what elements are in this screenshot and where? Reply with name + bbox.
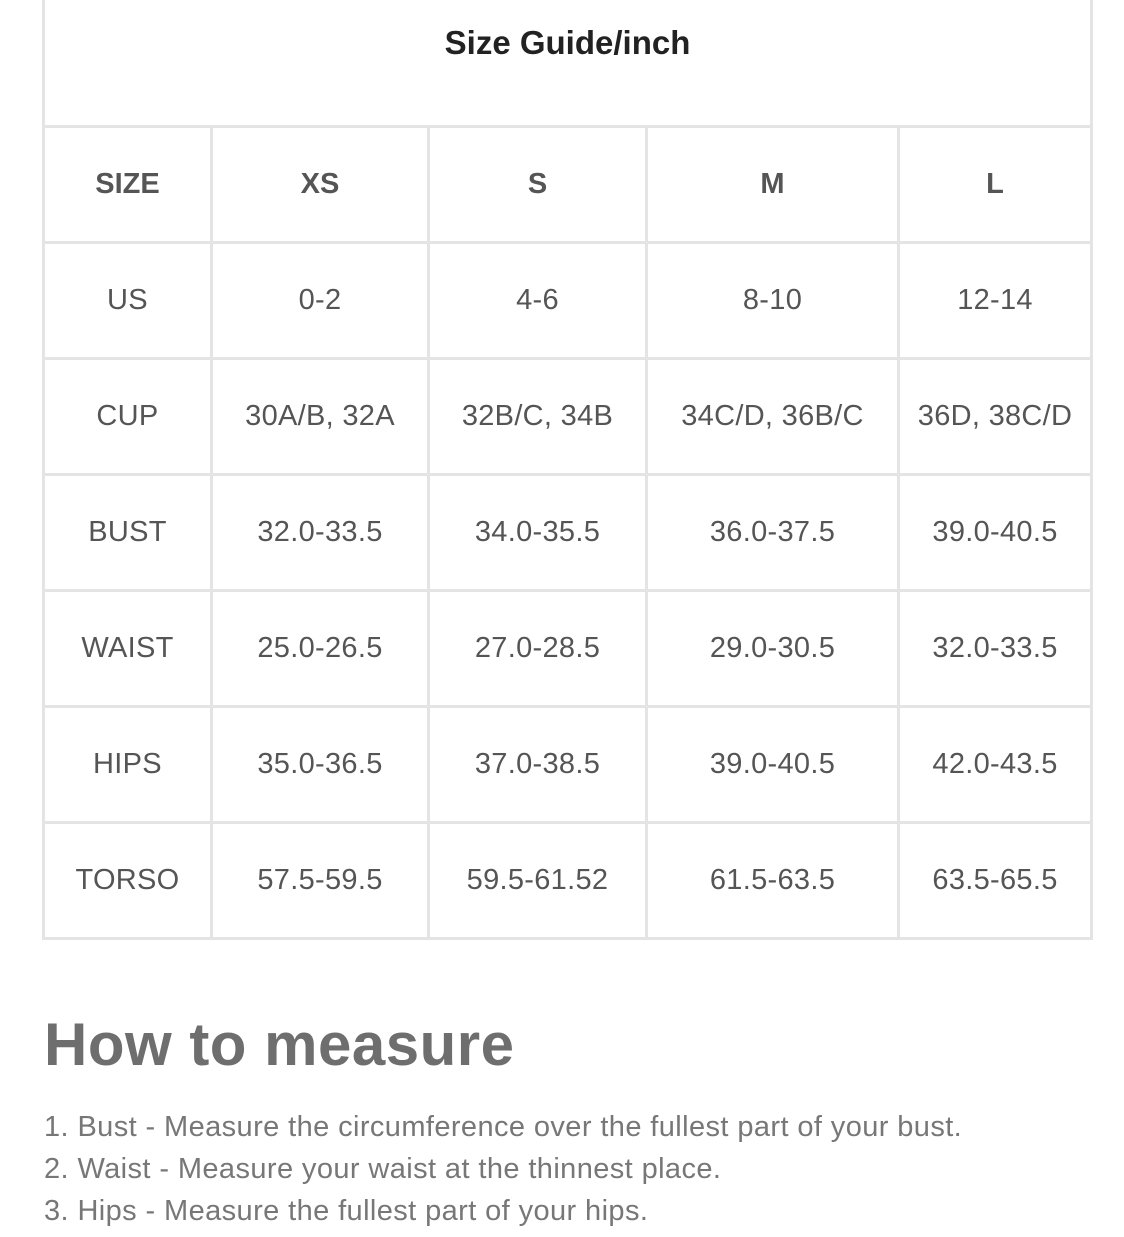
how-to-measure-heading: How to measure <box>44 1011 515 1078</box>
table-row-bust <box>44 475 1092 591</box>
cell-bust-m: 36.0-37.5 <box>647 475 899 591</box>
table-row-hips <box>44 707 1092 823</box>
table-row-us <box>44 243 1092 359</box>
measure-steps-list <box>44 1106 962 1232</box>
size-guide-table <box>42 0 1093 940</box>
row-label-torso: TORSO <box>44 823 212 939</box>
table-row-waist <box>44 591 1092 707</box>
cell-hips-m: 39.0-40.5 <box>647 707 899 823</box>
size-guide-title-cell <box>44 0 1092 127</box>
column-header-size: SIZE <box>44 127 212 243</box>
cell-waist-m: 29.0-30.5 <box>647 591 899 707</box>
measure-step-hips: 3. Hips - Measure the fullest part of your hips. <box>44 1195 649 1227</box>
cell-bust-s: 34.0-35.5 <box>429 475 647 591</box>
column-header-xs: XS <box>212 127 429 243</box>
cell-waist-s: 27.0-28.5 <box>429 591 647 707</box>
cell-hips-s: 37.0-38.5 <box>429 707 647 823</box>
cell-us-xs: 0-2 <box>212 243 429 359</box>
cell-cup-l: 36D, 38C/D <box>899 359 1092 475</box>
size-guide-title: Size Guide/inch <box>444 24 691 61</box>
table-row-torso <box>44 823 1092 939</box>
cell-cup-xs: 30A/B, 32A <box>212 359 429 475</box>
row-label-bust: BUST <box>44 475 212 591</box>
cell-torso-l: 63.5-65.5 <box>899 823 1092 939</box>
cell-bust-l: 39.0-40.5 <box>899 475 1092 591</box>
column-header-m: M <box>647 127 899 243</box>
table-row-cup <box>44 359 1092 475</box>
cell-waist-xs: 25.0-26.5 <box>212 591 429 707</box>
cell-us-s: 4-6 <box>429 243 647 359</box>
table-header-row <box>44 127 1092 243</box>
cell-cup-m: 34C/D, 36B/C <box>647 359 899 475</box>
cell-bust-xs: 32.0-33.5 <box>212 475 429 591</box>
cell-hips-xs: 35.0-36.5 <box>212 707 429 823</box>
row-label-us: US <box>44 243 212 359</box>
column-header-l: L <box>899 127 1092 243</box>
row-label-hips: HIPS <box>44 707 212 823</box>
measure-step-waist: 2. Waist - Measure your waist at the thinnest place. <box>44 1153 722 1185</box>
row-label-cup: CUP <box>44 359 212 475</box>
cell-torso-xs: 57.5-59.5 <box>212 823 429 939</box>
cell-us-l: 12-14 <box>899 243 1092 359</box>
measure-step-bust: 1. Bust - Measure the circumference over the fullest part of your bust. <box>44 1111 963 1143</box>
cell-torso-s: 59.5-61.52 <box>429 823 647 939</box>
cell-hips-l: 42.0-43.5 <box>899 707 1092 823</box>
cell-torso-m: 61.5-63.5 <box>647 823 899 939</box>
column-header-s: S <box>429 127 647 243</box>
cell-us-m: 8-10 <box>647 243 899 359</box>
row-label-waist: WAIST <box>44 591 212 707</box>
cell-cup-s: 32B/C, 34B <box>429 359 647 475</box>
cell-waist-l: 32.0-33.5 <box>899 591 1092 707</box>
